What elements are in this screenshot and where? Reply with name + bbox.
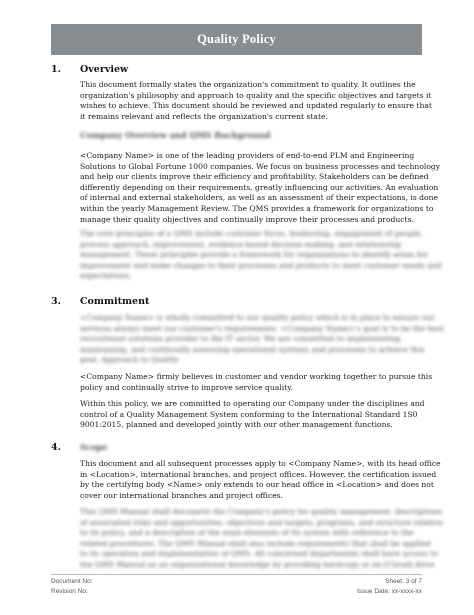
text-line: and help our clients improve their efficiency and profitability. Stakeholders can be defined xyxy=(80,172,429,182)
text-line: This QMS Manual shall document the Company's policy for quality management, descriptions xyxy=(80,507,443,516)
text-line: recruitment solutions provider to the IT sector. We are committed to implementing, xyxy=(80,334,403,344)
text-line: manage their quality objectives and continually improve their processes and products. xyxy=(80,214,414,224)
overview-title: Overview xyxy=(80,64,129,75)
text-line: wishes to achieve. This document should be reviewed and updated regularly to ensure that xyxy=(80,101,432,111)
title-bar xyxy=(51,24,422,55)
text-line: services always meet our customer's requirements. <Company Name>'s goal is to be the best xyxy=(80,323,444,333)
text-line: within the yearly Management Review. The QMS provides a framework for organizations to xyxy=(80,203,434,213)
text-line: control of a Quality Management System conforming to the International Standard 1S0 xyxy=(80,409,418,419)
text-line: organization's philosophy and approach to quality and the specific objectives and targets it xyxy=(80,90,432,100)
text-line: by the certifying body <Name> only extends to our head office in <Location> and does not xyxy=(80,480,434,490)
text-line: <Company Name> is one of the leading providers of end-to-end PLM and Engineering xyxy=(80,151,415,160)
company-paragraph xyxy=(80,151,441,225)
scope-blurred-paragraph xyxy=(80,507,444,571)
text-line: the QMS Manual as an organizational knowledge by providing hardcopy or on [Cloud] drive xyxy=(80,559,435,569)
text-line: maintaining, and continually assessing operational systems and processes to achieve this xyxy=(80,344,425,354)
scope-number: 4. xyxy=(51,442,61,453)
scope-heading xyxy=(51,442,107,453)
company-heading: Company Overview and QMS Background xyxy=(80,130,271,140)
text-line: process approach, improvement, evidence-based decision-making, and relationship xyxy=(80,239,402,249)
footer-issue-date: Issue Date: xx-xxxx-xx xyxy=(356,588,422,595)
text-line: This document formally states the organization's commitment to quality. It outlines the xyxy=(80,80,416,89)
text-line: of internal and external stakeholders, as well as an assessment of their expectations, is done xyxy=(80,193,438,203)
footer-revision-no: Revision No: xyxy=(51,588,88,595)
commitment-blurred-paragraph xyxy=(80,313,444,366)
text-line: to its policy, and a description of the main elements of its system with reference to the xyxy=(80,528,414,538)
text-line: 9001:2015, planned and developed jointly with our other management functions. xyxy=(80,420,393,430)
page-title: Quality Policy xyxy=(197,32,276,46)
commitment-heading xyxy=(51,296,149,307)
text-line: it remains relevant and reflects the organization's current state. xyxy=(80,111,328,121)
company-blurred-paragraph xyxy=(80,229,442,282)
text-line: of associated risks and opportunities, objectives and targets, programs, and structure relative xyxy=(80,517,444,527)
footer-sheet: Sheet: 3 of 7 xyxy=(385,578,422,585)
text-line: improvement and make changes to their processes and products to meet customer needs and xyxy=(80,260,442,270)
text-line: related procedures. The QMS Manual shall also include requirements that shall be applied xyxy=(80,538,431,548)
footer-document-no: Document No: xyxy=(51,578,93,585)
text-line: <Company Name> is wholly committed to our quality policy which is in place to ensure our xyxy=(80,313,435,322)
text-line: goal. Approach to Quality xyxy=(80,355,179,365)
overview-heading xyxy=(51,64,128,75)
text-line: expectations. xyxy=(80,271,132,281)
scope-title: Scope xyxy=(80,442,108,452)
overview-number: 1. xyxy=(51,64,61,75)
text-line: <Company Name> firmly believes in customer and vendor working together to pursue this xyxy=(80,372,433,381)
text-line: to its operation and implementation of QMS. All concerned departments shall have access to xyxy=(80,549,438,559)
commitment-paragraph-3 xyxy=(80,399,425,431)
commitment-paragraph-2 xyxy=(80,372,433,393)
text-line: This document and all subsequent processes apply to <Company Name>, with its head office xyxy=(80,459,441,468)
text-line: policy and continually strive to improve service quality. xyxy=(80,382,293,392)
text-line: Within this policy, we are committed to operating our Company under the disciplines and xyxy=(80,399,425,408)
footer-divider xyxy=(51,574,422,575)
text-line: in <Location>, international branches, and project offices. However, the certification issued xyxy=(80,469,437,479)
text-line: Solutions to Global Fortune 1000 companies. We focus on business processes and technology xyxy=(80,161,441,171)
text-line: The core principles of a QMS include customer focus, leadership, engagement of people, xyxy=(80,229,423,238)
text-line: cover our international branches and project offices. xyxy=(80,490,284,500)
text-line: differently depending on their requirements, greatly influencing our activities. An evaluation xyxy=(80,182,439,192)
commitment-title: Commitment xyxy=(80,296,150,307)
text-line: management. These principles provide a framework for organizations to identify areas for xyxy=(80,250,429,260)
scope-paragraph xyxy=(80,459,441,501)
commitment-number: 3. xyxy=(51,296,61,307)
overview-paragraph xyxy=(80,80,432,122)
